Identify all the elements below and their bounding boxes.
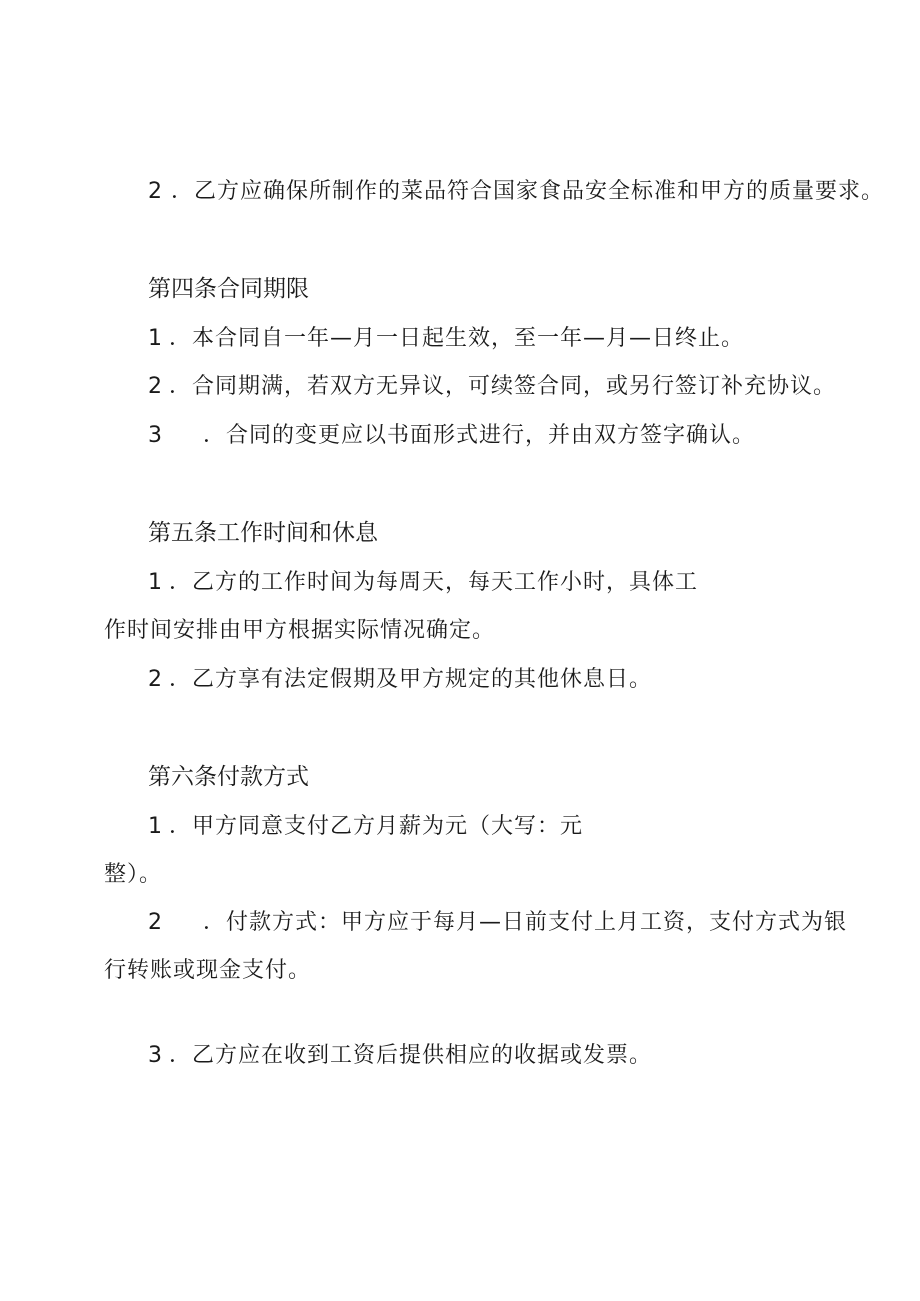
item-number: 2 — [148, 374, 163, 399]
item-text: ．合同期满，若双方无异议，可续签合同，或另行签订补充协议。 — [169, 374, 837, 399]
article-5-item-1 — [148, 568, 698, 598]
item-text: ．本合同自一年—月一日起生效，至一年—月—日终止。 — [169, 326, 745, 351]
article-5-item-1-continuation: 作时间安排由甲方根据实际情况确定。 — [104, 618, 496, 643]
article-6-item-3 — [148, 1041, 652, 1071]
article-4-item-3 — [148, 421, 755, 451]
item-text: ．合同的变更应以书面形式进行，并由双方签字确认。 — [203, 423, 756, 448]
article-4-item-2 — [148, 372, 836, 402]
paragraph-quality-requirement — [148, 177, 884, 207]
article-5-item-2 — [148, 665, 652, 695]
article-6-item-1 — [148, 812, 583, 842]
item-number: 3 — [148, 1043, 163, 1068]
item-text: ．乙方应确保所制作的菜品符合国家食品安全标准和甲方的质量要求。 — [171, 179, 885, 204]
item-number: 1 — [148, 326, 163, 351]
item-number: 2 — [148, 179, 163, 204]
item-text: ．乙方的工作时间为每周天，每天工作小时，具体工 — [169, 570, 699, 595]
article-4-item-1 — [148, 324, 744, 354]
item-number: 2 — [148, 910, 163, 935]
article-5-heading: 第五条工作时间和休息 — [148, 520, 378, 546]
item-text: ．付款方式：甲方应于每月—日前支付上月工资，支付方式为银 — [203, 910, 848, 935]
item-number: 1 — [148, 570, 163, 595]
item-text: ．乙方应在收到工资后提供相应的收据或发票。 — [169, 1043, 653, 1068]
item-text: ．乙方享有法定假期及甲方规定的其他休息日。 — [169, 667, 653, 692]
item-number: 1 — [148, 814, 163, 839]
item-number: 2 — [148, 667, 163, 692]
article-6-item-1-continuation: 整）。 — [104, 862, 163, 887]
item-number: 3 — [148, 423, 163, 448]
article-4-heading: 第四条合同期限 — [148, 276, 309, 302]
article-6-item-2-continuation: 行转账或现金支付。 — [104, 958, 312, 983]
article-6-heading: 第六条付款方式 — [148, 764, 309, 790]
item-text: ．甲方同意支付乙方月薪为元（大写：元 — [169, 814, 584, 839]
article-6-item-2 — [148, 908, 847, 938]
